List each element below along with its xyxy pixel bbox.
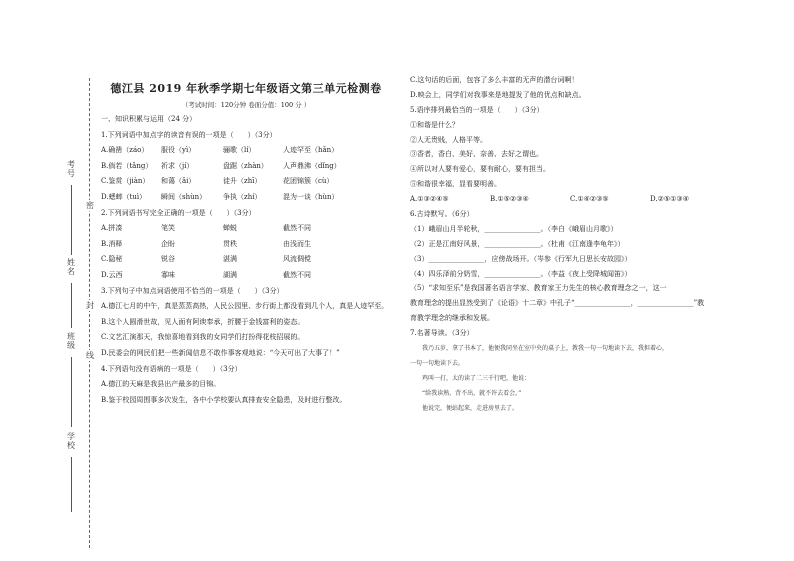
question-1-row-c: C.鉴赏（jiàn） 和蔼（ǎi） 徒升（zhī） 花团锦簇（cù） (101, 177, 334, 186)
page-title: 德江县 2019 年秋季学期七年级语文第三单元检测卷 (110, 82, 382, 95)
question-3-option-c: C.文艺汇演那天，我惊喜地看到我的女同学们打扮得花枝招展的。 (101, 333, 305, 342)
question-4-option-d: D.映会上，同学们对我事来是地提发了他的优点和缺点。 (410, 90, 586, 99)
question-5-sentence-2: ②人无贵贱，人格平等。 (410, 135, 487, 144)
question-6-line-1: （1）峨眉山月半轮秋，________________。（李白《峨眉山月歌》） (410, 224, 618, 233)
question-2-row-a: A.拼凑 笔笑 蝉蜕 截然不同 (101, 224, 311, 233)
xingming-field[interactable] (71, 283, 72, 328)
question-6-line-7: 育教学理念的继承和发展。 (410, 314, 494, 323)
passage-line-4: “给我读熟，背不出，就不许去看会。” (422, 389, 522, 397)
xingming-label: 姓名 (67, 258, 75, 276)
question-2-stem: 2.下列词语书写完全正确的一项是（ ）（3分） (101, 208, 256, 217)
question-4-option-b: B.鉴于校园周围事多次发生，各中小学校要认真排查安全隐患，及时进行整改。 (101, 395, 347, 404)
right-column (410, 76, 740, 418)
question-1-stem: 1.下列词语中加点字的读音有误的一项是（ ）（3分） (101, 130, 277, 139)
seal-line (89, 78, 90, 548)
seal-char-2: 封 (86, 301, 94, 310)
question-1-row-b: B.倘若（tǎng） 祈求（jí） 盘踞（zhàn） 人声鼎沸（dǐng） (101, 161, 341, 170)
question-5-sentence-1: ①和谐是什么？ (410, 120, 459, 129)
binding-margin (0, 0, 100, 561)
xuexiao-field[interactable] (71, 457, 72, 512)
seal-char-3: 线 (86, 351, 94, 360)
question-5-options: A.①③②④⑤ B.①⑤②③④ C.①④②③⑤ D.②⑤①③④ (410, 195, 689, 204)
kaohao-field[interactable] (71, 185, 72, 255)
section-heading: 一、知识积累与运用（24 分） (101, 115, 197, 123)
question-6-line-6: 教育理念的提出显然受到了《论语》十二章》中孔子“________________，________________”教 (410, 299, 705, 308)
question-3-option-a: A.德江七月的中午，真是蒸蒸高热，人民公园里、步行街上都没看到几个人，真是人迹罕至。 (101, 302, 389, 311)
kaohao-label: 考号 (67, 160, 75, 178)
question-6-line-2: （2）正是江南好风景，________________。（杜甫《江南逢李龟年》） (410, 239, 625, 248)
question-1-row-a: A.确凿（záo） 服役（yì） 骊歌（lí） 人迹罕至（hǎn） (101, 146, 339, 155)
xuexiao-label: 学校 (67, 432, 75, 450)
passage-line-1: 我乃五岁，拿了书本了，他便我同坐在室中央的桌子上，教我一句一句地读下去，我担着心， (422, 345, 669, 353)
passage-line-5: 他说完，便站起来，走进房里去了。 (422, 404, 519, 412)
question-2-row-c: C.隐秘 锐谷 湛满 风流倜傥 (101, 255, 311, 264)
passage-line-3: 鸡叫一打，太的读了二三千行吧，他说： (422, 374, 531, 382)
banji-field[interactable] (71, 357, 72, 427)
passage-line-2: 一句一句地读下去。 (410, 359, 465, 367)
question-6-line-5: （5）“求知至乐”是我国著名语言学家、教育家王力先生的核心教育理念之一，这一 (410, 284, 667, 293)
question-7-stem: 7.名著导读。（3分） (410, 329, 474, 338)
left-column (101, 72, 391, 411)
question-5-sentence-5: ⑤和谐很幸福，显看要明善。 (410, 180, 501, 189)
question-5-sentence-4: ④所以对人要有爱心，要有耐心，要有担当。 (410, 165, 550, 174)
question-4-option-a: A.德江的天麻是我县出产最多的目锦。 (101, 380, 221, 389)
question-3-option-d: D.民委会的网民们把一些新闻信息不敢作事客观地说：“今天可出了大事了！” (101, 348, 340, 357)
seal-char-1: 密 (86, 201, 94, 210)
question-3-option-b: B.这个人圆滑世故，见人面有阿谀奉承，折腰于金钱富利的姿态。 (101, 317, 305, 326)
question-6-line-3: （3）________________，应傍战场开。（岑参《行军九日思长安故园》） (410, 254, 632, 263)
banji-label: 班级 (67, 332, 75, 350)
question-6-line-4: （4）四乐泽前分奶雪，________________。（李益《夜上受降城闻笛》） (410, 269, 632, 278)
question-2-row-b: B.消释 企盼 贯秩 由浅而生 (101, 239, 311, 248)
question-5-stem: 5.语序排列最恰当的一项是（ ）（3分） (410, 105, 544, 114)
question-4-option-c: C.这句话的后面，包容了多么丰富的无声的潜台词啊！ (410, 76, 579, 84)
question-4-stem: 4.下列语句没有语病的一项是（ ）（3分） (101, 364, 242, 373)
question-2-row-d: D.云西 寡味 湖满 截然不同 (101, 270, 311, 279)
question-6-stem: 6.古诗默写。（6分） (410, 210, 474, 219)
question-1-row-d: D.蟋蟀（tuì） 瞬间（shùn） 争执（zhí） 混为一谈（hùn） (101, 192, 339, 201)
question-3-stem: 3.下列句子中加点词语使用不恰当的一项是（ ）（3分） (101, 286, 284, 295)
exam-meta: （考试时间：120分钟 卷面分值：100 分 ） (181, 101, 311, 109)
question-5-sentence-3: ③香者，香白、美好、奈善、去好之谓也。 (410, 150, 543, 159)
